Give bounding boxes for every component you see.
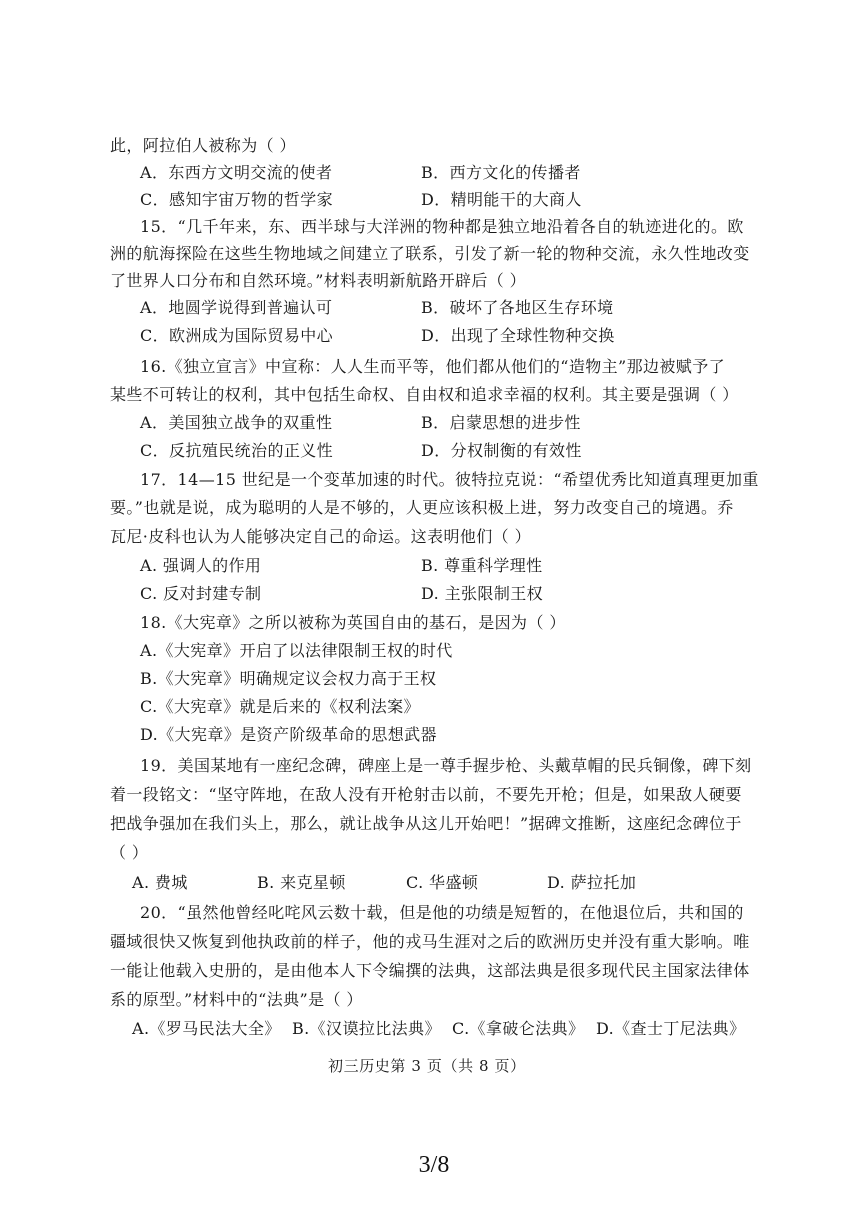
q17-stem-line-3: 瓦尼·皮科也认为人能够决定自己的命运。这表明他们（ ） — [110, 527, 531, 546]
q19-stem-line-1: 19．美国某地有一座纪念碑，碑座上是一尊手握步枪、头戴草帽的民兵铜像，碑下刻 — [140, 756, 752, 775]
q14-stem-tail: 此，阿拉伯人被称为（ ） — [110, 136, 296, 155]
q14-option-b: B．西方文化的传播者 — [421, 163, 581, 182]
q15-stem-line-3: 了世界人口分布和自然环境。”材料表明新航路开辟后（ ） — [110, 271, 527, 290]
q17-stem-line-1: 17．14—15 世纪是一个变革加速的时代。彼特拉克说：“希望优秀比知道真理更加重 — [140, 470, 759, 489]
q20-option-c: C.《拿破仑法典》 — [452, 1019, 585, 1038]
q19-option-b: B. 来克星顿 — [257, 873, 346, 892]
q19-option-c: C. 华盛顿 — [406, 873, 479, 892]
q20-stem-line-1: 20．“虽然他曾经叱咤风云数十载，但是他的功绩是短暂的，在他退位后，共和国的 — [140, 903, 744, 922]
q16-option-c: C．反抗殖民统治的正义性 — [140, 441, 334, 460]
q16-stem-line-2: 某些不可转让的权利，其中包括生命权、自由权和追求幸福的权利。其主要是强调（ ） — [110, 385, 739, 404]
q20-option-a: A.《罗马民法大全》 — [132, 1019, 281, 1038]
q16-option-a: A．美国独立战争的双重性 — [140, 413, 333, 432]
q16-stem-line-1: 16.《独立宣言》中宣称：人人生而平等，他们都从他们的“造物主”那边被赋予了 — [140, 357, 726, 376]
q17-option-d: D. 主张限制王权 — [421, 584, 544, 603]
q19-stem-line-4: （ ） — [110, 843, 149, 862]
q15-option-a: A．地圆学说得到普遍认可 — [140, 298, 333, 317]
q20-stem-line-3: 一能让他载入史册的，是由他本人下令编撰的法典，这部法典是很多现代民主国家法律体 — [110, 961, 750, 980]
q18-stem-line-1: 18.《大宪章》之所以被称为英国自由的基石，是因为（ ） — [140, 613, 566, 632]
q18-option-a: A.《大宪章》开启了以法律限制王权的时代 — [140, 641, 453, 660]
q17-option-b: B. 尊重科学理性 — [421, 556, 543, 575]
q16-option-d: D．分权制衡的有效性 — [421, 441, 582, 460]
q18-option-b: B.《大宪章》明确规定议会权力高于王权 — [140, 669, 437, 688]
q15-option-b: B．破坏了各地区生存环境 — [421, 298, 614, 317]
q18-option-c: C.《大宪章》就是后来的《权利法案》 — [140, 697, 420, 716]
q14-option-a: A．东西方文明交流的使者 — [140, 163, 333, 182]
q17-option-a: A. 强调人的作用 — [140, 556, 262, 575]
q14-option-c: C．感知宇宙万物的哲学家 — [140, 190, 334, 209]
q20-stem-line-2: 疆域很快又恢复到他执政前的样子，他的戎马生涯对之后的欧洲历史并没有重大影响。唯 — [110, 932, 750, 951]
q17-option-c: C. 反对封建专制 — [140, 584, 262, 603]
q19-option-d: D. 萨拉托加 — [547, 873, 637, 892]
q17-stem-line-2: 要。”也就是说，成为聪明的人是不够的，人更应该积极上进，努力改变自己的境遇。乔 — [110, 498, 734, 517]
q19-stem-line-3: 把战争强加在我们头上，那么，就让战争从这儿开始吧！”据碑文推断，这座纪念碑位于 — [110, 814, 742, 833]
q20-option-d: D.《查士丁尼法典》 — [596, 1019, 746, 1038]
q15-option-c: C．欧洲成为国际贸易中心 — [140, 326, 334, 345]
q19-stem-line-2: 着一段铭文：“坚守阵地，在敌人没有开枪射击以前，不要先开枪；但是，如果敌人硬要 — [110, 785, 742, 804]
q19-option-a: A. 费城 — [132, 873, 188, 892]
q15-stem-line-2: 洲的航海探险在这些生物地域之间建立了联系，引发了新一轮的物种交流，永久性地改变 — [110, 244, 750, 263]
page-footer: 初三历史第 3 页（共 8 页） — [328, 1057, 526, 1075]
q15-stem-line-1: 15．“几千年来，东、西半球与大洋洲的物种都是独立地沿着各自的轨迹进化的。欧 — [140, 217, 744, 236]
q20-option-b: B.《汉谟拉比法典》 — [292, 1019, 441, 1038]
q20-stem-line-4: 系的原型。”材料中的“法典”是（ ） — [110, 990, 363, 1009]
q15-option-d: D．出现了全球性物种交换 — [421, 326, 615, 345]
page-number: 3/8 — [418, 1152, 450, 1178]
q14-option-d: D．精明能干的大商人 — [421, 190, 582, 209]
q18-option-d: D.《大宪章》是资产阶级革命的思想武器 — [140, 725, 437, 744]
q16-option-b: B．启蒙思想的进步性 — [421, 413, 581, 432]
